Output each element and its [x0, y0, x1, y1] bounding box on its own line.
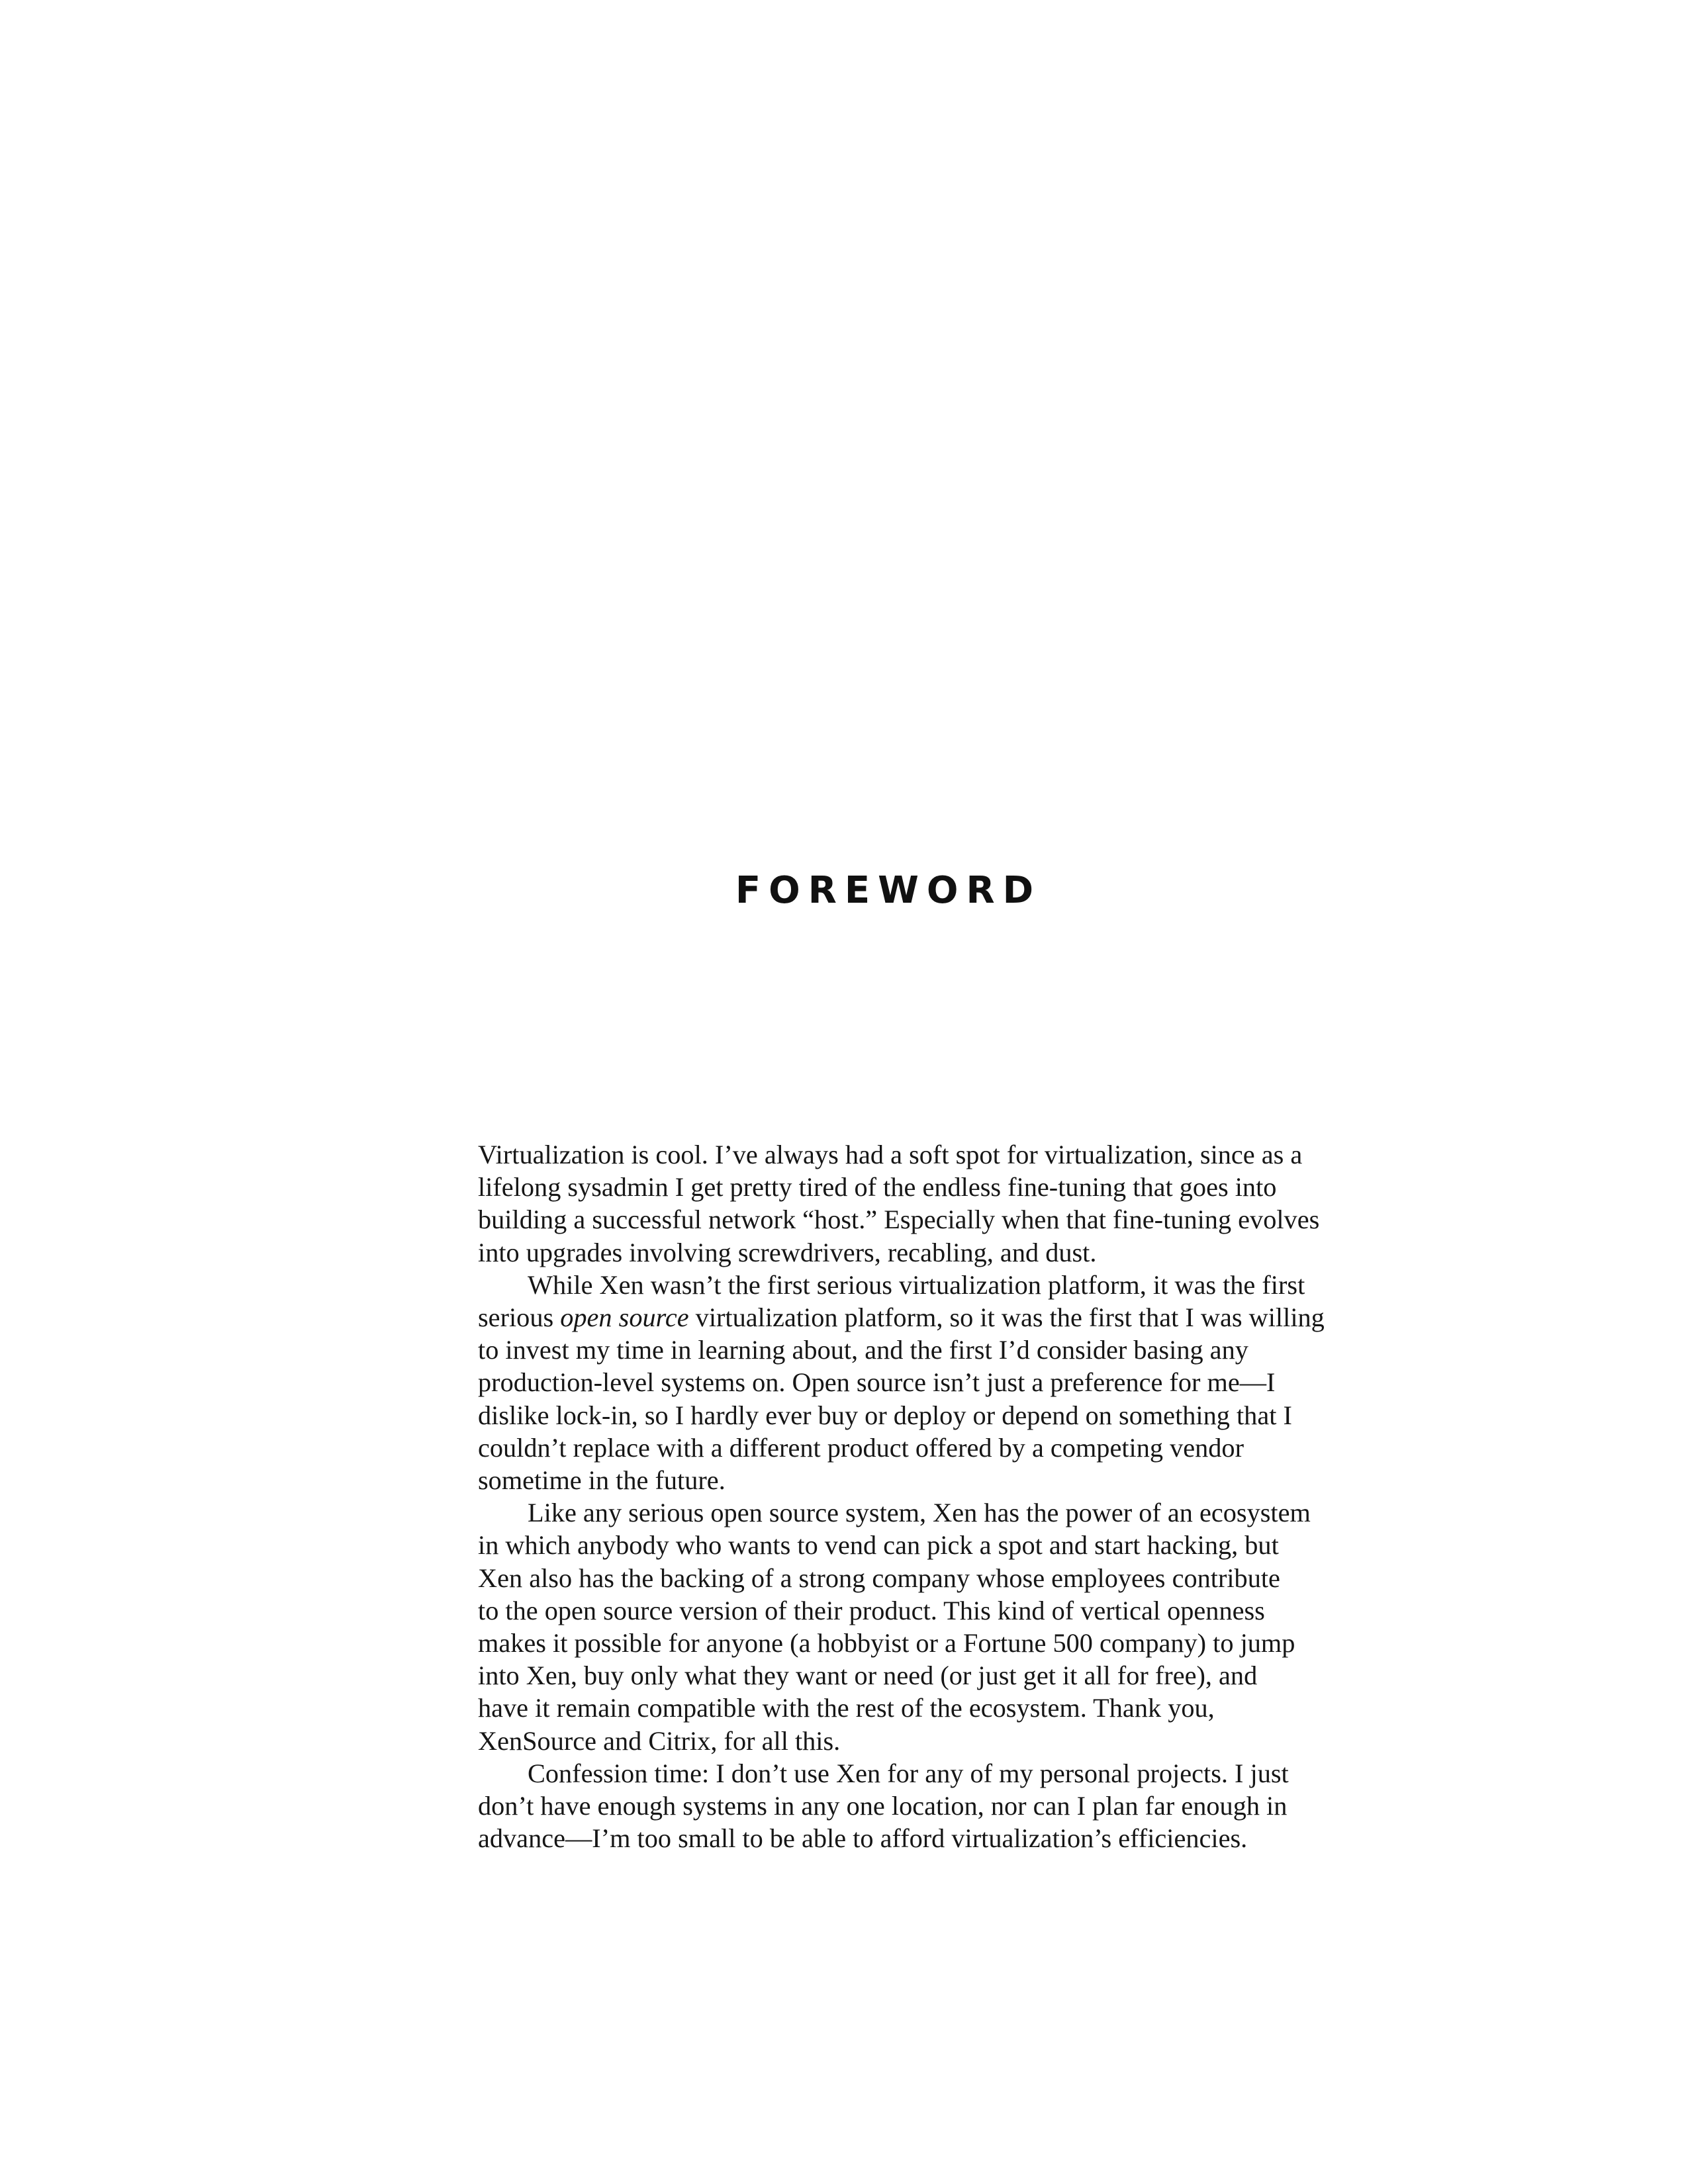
- foreword-body: [478, 1138, 1391, 1854]
- text-line: sometime in the future.: [478, 1465, 726, 1496]
- text-line: don’t have enough systems in any one location, nor can I plan far enough in: [478, 1791, 1288, 1821]
- paragraph-4: [478, 1757, 1391, 1855]
- text-line: [478, 1301, 1391, 1334]
- text-line: Like any serious open source system, Xen has the power of an ecosystem: [528, 1498, 1311, 1528]
- text-line: advance—I’m too small to be able to afford virtualization’s efficiencies.: [478, 1823, 1248, 1854]
- paragraph-1: [478, 1138, 1391, 1269]
- text-line: Xen also has the backing of a strong company whose employees contribute: [478, 1563, 1280, 1593]
- paragraph-3: [478, 1496, 1391, 1757]
- chapter-heading: FOREWORD: [735, 869, 1042, 912]
- text-line: couldn’t replace with a different product offered by a competing vendor: [478, 1432, 1244, 1463]
- text-line: lifelong sysadmin I get pretty tired of the endless fine-tuning that goes into: [478, 1172, 1277, 1203]
- text-run: virtualization platform, so it was the first that I was willing: [688, 1302, 1325, 1333]
- italic-term: open source: [560, 1302, 689, 1333]
- paragraph-2: [478, 1269, 1391, 1496]
- text-line: makes it possible for anyone (a hobbyist or a Fortune 500 company) to jump: [478, 1628, 1295, 1659]
- text-line: into Xen, buy only what they want or need (or just get it all for free), and: [478, 1661, 1258, 1691]
- text-line: While Xen wasn’t the first serious virtualization platform, it was the first: [528, 1269, 1305, 1300]
- text-line: production-level systems on. Open source isn’t just a preference for me—I: [478, 1367, 1276, 1398]
- text-line: XenSource and Citrix, for all this.: [478, 1725, 841, 1756]
- text-line: have it remain compatible with the rest of the ecosystem. Thank you,: [478, 1693, 1215, 1723]
- text-line: Confession time: I don’t use Xen for any of my personal projects. I just: [528, 1758, 1289, 1788]
- text-line: dislike lock-in, so I hardly ever buy or deploy or depend on something that I: [478, 1400, 1292, 1430]
- text-line: Virtualization is cool. I’ve always had a soft spot for virtualization, since as a: [478, 1140, 1303, 1169]
- text-line: building a successful network “host.” Especially when that fine-tuning evolves: [478, 1205, 1320, 1235]
- text-line: to invest my time in learning about, and the first I’d consider basing any: [478, 1335, 1248, 1365]
- text-line: in which anybody who wants to vend can pick a spot and start hacking, but: [478, 1530, 1279, 1561]
- text-run: serious: [478, 1302, 561, 1333]
- text-line: to the open source version of their product. This kind of vertical openness: [478, 1595, 1265, 1625]
- text-line: into upgrades involving screwdrivers, recabling, and dust.: [478, 1237, 1097, 1267]
